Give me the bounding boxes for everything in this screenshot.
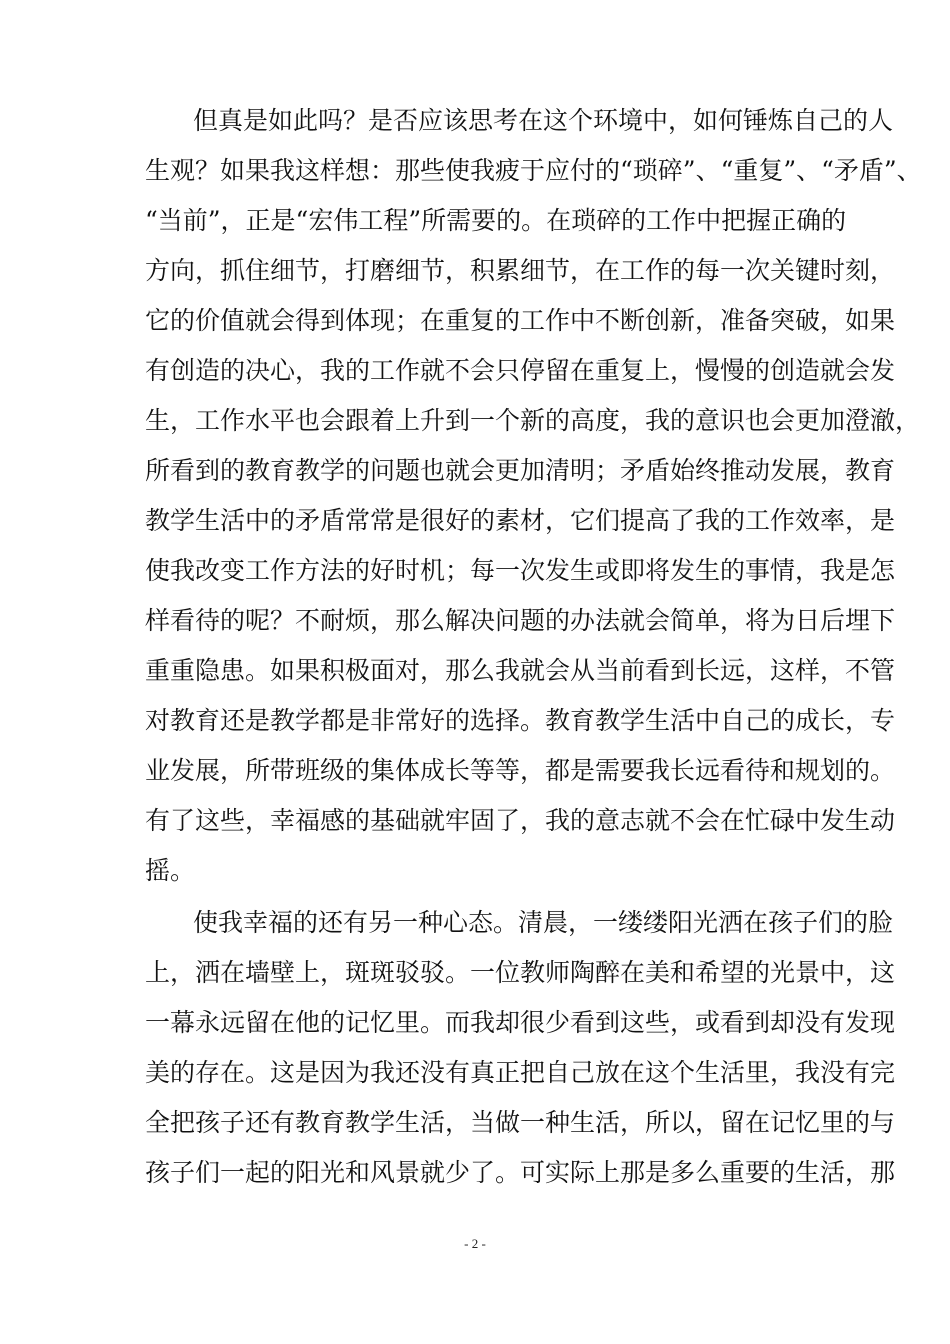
text-line: 重重隐患。如果积极面对，那么我就会从当前看到长远，这样，不管 <box>145 656 896 685</box>
text-line: 全把孩子还有教育教学生活，当做一种生活，所以，留在记忆里的与 <box>145 1108 896 1137</box>
text-line: 但真是如此吗？是否应该思考在这个环境中，如何锤炼自己的人 <box>193 106 894 135</box>
text-line: 一幕永远留在他的记忆里。而我却很少看到这些，或看到却没有发现 <box>145 1008 896 1037</box>
text-line: 生观？如果我这样想：那些使我疲于应付的“琐碎”、“重复”、“矛盾”、 <box>145 156 922 185</box>
text-line: 方向，抓住细节，打磨细节，积累细节，在工作的每一次关键时刻， <box>145 256 896 285</box>
text-line: 使我幸福的还有另一种心态。清晨，一缕缕阳光洒在孩子们的脸 <box>193 908 894 937</box>
text-line: 摇。 <box>145 856 196 885</box>
text-line: 对教育还是教学都是非常好的选择。教育教学生活中自己的成长，专 <box>145 706 896 735</box>
text-line: 样看待的呢？不耐烦，那么解决问题的办法就会简单，将为日后埋下 <box>145 606 896 635</box>
text-line: 美的存在。这是因为我还没有真正把自己放在这个生活里，我没有完 <box>145 1058 896 1087</box>
text-line: 有创造的决心，我的工作就不会只停留在重复上，慢慢的创造就会发 <box>145 356 896 385</box>
page-number: - 2 - <box>464 1236 486 1251</box>
text-line: 教学生活中的矛盾常常是很好的素材，它们提高了我的工作效率，是 <box>145 506 896 535</box>
text-line: 所看到的教育教学的问题也就会更加清明；矛盾始终推动发展，教育 <box>145 456 896 485</box>
text-line: 它的价值就会得到体现；在重复的工作中不断创新，准备突破，如果 <box>145 306 896 335</box>
text-line: 生，工作水平也会跟着上升到一个新的高度，我的意识也会更加澄澈， <box>145 406 921 435</box>
text-line: 有了这些，幸福感的基础就牢固了，我的意志就不会在忙碌中发生动 <box>145 806 896 835</box>
text-line: 业发展，所带班级的集体成长等等，都是需要我长远看待和规划的。 <box>145 756 896 785</box>
text-line: 上，洒在墙壁上，斑斑驳驳。一位教师陶醉在美和希望的光景中，这 <box>145 958 896 987</box>
text-line: 使我改变工作方法的好时机；每一次发生或即将发生的事情，我是怎 <box>145 556 896 585</box>
text-line: 孩子们一起的阳光和风景就少了。可实际上那是多么重要的生活，那 <box>145 1158 896 1187</box>
text-line: “当前”，正是“宏伟工程”所需要的。在琐碎的工作中把握正确的 <box>145 206 847 235</box>
